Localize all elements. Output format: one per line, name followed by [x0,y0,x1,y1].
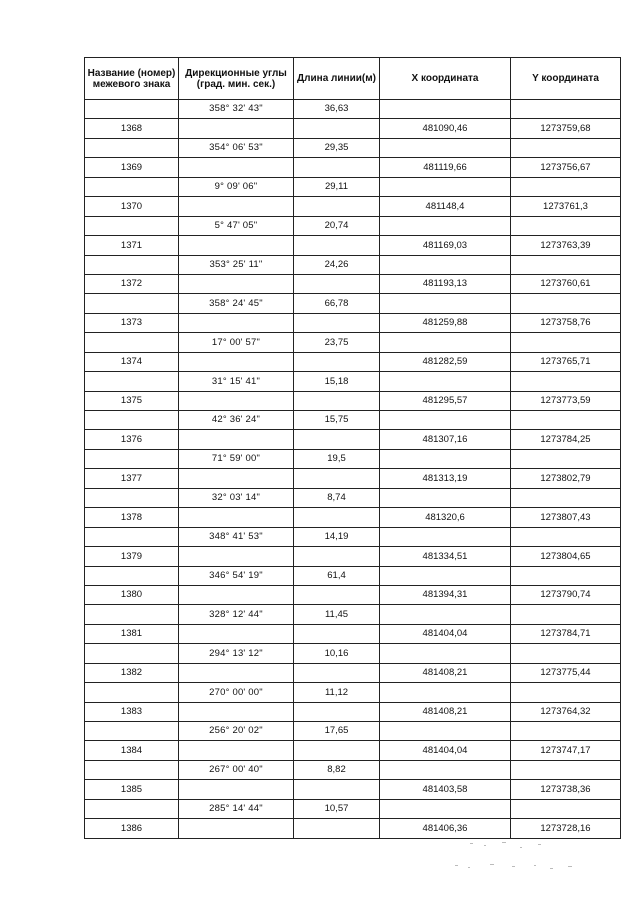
header-name: Название (номер) межевого знака [85,58,179,100]
angle-cell: 348° 41' 53" [179,527,294,546]
length-cell: 17,65 [294,722,380,741]
x-cell: 481313,19 [380,469,511,488]
name-cell: 1368 [85,119,179,138]
length-cell: 19,5 [294,449,380,468]
length-cell [294,780,380,799]
length-cell [294,508,380,527]
y-cell: 1273728,16 [511,819,621,838]
coordinates-table-sheet [84,57,621,839]
name-cell: 1383 [85,702,179,721]
angle-cell [179,547,294,566]
name-cell: 1369 [85,158,179,177]
name-cell [85,488,179,507]
angle-cell: 328° 12' 44" [179,605,294,624]
length-cell: 66,78 [294,294,380,313]
angle-cell: 358° 24' 45" [179,294,294,313]
angle-cell: 71° 59' 00" [179,449,294,468]
x-cell [380,411,511,430]
x-cell [380,488,511,507]
x-cell: 481259,88 [380,313,511,332]
length-cell [294,819,380,838]
point-row [85,741,621,760]
y-cell [511,527,621,546]
angle-cell: 5° 47' 05" [179,216,294,235]
name-cell: 1384 [85,741,179,760]
segment-row [85,177,621,196]
angle-cell: 32° 03' 14" [179,488,294,507]
x-cell [380,100,511,119]
segment-row [85,333,621,352]
name-cell: 1376 [85,430,179,449]
angle-cell [179,430,294,449]
length-cell [294,352,380,371]
name-cell [85,683,179,702]
segment-row [85,411,621,430]
y-cell: 1273802,79 [511,469,621,488]
length-cell: 8,82 [294,760,380,779]
angle-cell [179,197,294,216]
name-cell [85,372,179,391]
length-cell [294,702,380,721]
length-cell [294,741,380,760]
x-cell [380,255,511,274]
point-row [85,391,621,410]
x-cell [380,372,511,391]
angle-cell [179,585,294,604]
y-cell: 1273807,43 [511,508,621,527]
point-row [85,352,621,371]
x-cell: 481295,57 [380,391,511,410]
y-cell [511,255,621,274]
x-cell: 481406,36 [380,819,511,838]
angle-cell: 17° 00' 57" [179,333,294,352]
y-cell [511,216,621,235]
y-cell: 1273759,68 [511,119,621,138]
length-cell [294,663,380,682]
angle-cell: 353° 25' 11" [179,255,294,274]
x-cell [380,177,511,196]
angle-cell: 267° 00' 40" [179,760,294,779]
x-cell [380,722,511,741]
name-cell [85,760,179,779]
y-cell [511,488,621,507]
name-cell: 1386 [85,819,179,838]
name-cell [85,100,179,119]
name-cell: 1382 [85,663,179,682]
y-cell [511,177,621,196]
angle-cell [179,624,294,643]
y-cell: 1273756,67 [511,158,621,177]
name-cell [85,177,179,196]
name-cell [85,527,179,546]
angle-cell: 270° 00' 00" [179,683,294,702]
y-cell: 1273758,76 [511,313,621,332]
length-cell [294,313,380,332]
length-cell [294,469,380,488]
name-cell: 1375 [85,391,179,410]
y-cell: 1273760,61 [511,274,621,293]
angle-cell: 354° 06' 53" [179,138,294,157]
length-cell: 11,45 [294,605,380,624]
name-cell: 1380 [85,585,179,604]
x-cell [380,760,511,779]
angle-cell [179,702,294,721]
y-cell [511,333,621,352]
name-cell: 1374 [85,352,179,371]
x-cell [380,216,511,235]
point-row [85,313,621,332]
length-cell [294,197,380,216]
y-cell [511,799,621,818]
y-cell [511,100,621,119]
length-cell [294,624,380,643]
angle-cell [179,780,294,799]
name-cell [85,644,179,663]
segment-row [85,255,621,274]
length-cell: 10,16 [294,644,380,663]
point-row [85,624,621,643]
y-cell [511,411,621,430]
name-cell: 1378 [85,508,179,527]
name-cell [85,333,179,352]
segment-row [85,488,621,507]
y-cell [511,449,621,468]
boundary-coordinates-table [84,57,621,839]
length-cell [294,119,380,138]
angle-cell [179,352,294,371]
point-row [85,469,621,488]
length-cell [294,547,380,566]
point-row [85,158,621,177]
length-cell [294,585,380,604]
segment-row [85,644,621,663]
length-cell: 29,35 [294,138,380,157]
name-cell [85,722,179,741]
y-cell: 1273747,17 [511,741,621,760]
segment-row [85,605,621,624]
name-cell: 1371 [85,236,179,255]
name-cell [85,138,179,157]
x-cell [380,799,511,818]
x-cell: 481169,03 [380,236,511,255]
x-cell: 481119,66 [380,158,511,177]
name-cell: 1385 [85,780,179,799]
angle-cell: 346° 54' 19" [179,566,294,585]
segment-row [85,683,621,702]
angle-cell [179,391,294,410]
angle-cell: 358° 32' 43" [179,100,294,119]
name-cell: 1379 [85,547,179,566]
length-cell: 14,19 [294,527,380,546]
x-cell: 481282,59 [380,352,511,371]
y-cell [511,644,621,663]
angle-cell: 256° 20' 02" [179,722,294,741]
name-cell [85,566,179,585]
name-cell [85,294,179,313]
y-cell [511,683,621,702]
name-cell: 1377 [85,469,179,488]
y-cell: 1273761,3 [511,197,621,216]
length-cell: 10,57 [294,799,380,818]
y-cell: 1273765,71 [511,352,621,371]
point-row [85,508,621,527]
name-cell: 1370 [85,197,179,216]
segment-row [85,566,621,585]
length-cell [294,430,380,449]
x-cell: 481394,31 [380,585,511,604]
y-cell: 1273773,59 [511,391,621,410]
x-cell [380,644,511,663]
length-cell: 15,75 [294,411,380,430]
y-cell [511,294,621,313]
segment-row [85,100,621,119]
y-cell: 1273775,44 [511,663,621,682]
y-cell: 1273784,71 [511,624,621,643]
table-body [85,100,621,839]
x-cell: 481408,21 [380,663,511,682]
scan-noise-marks [450,835,600,875]
x-cell [380,449,511,468]
angle-cell [179,819,294,838]
y-cell [511,760,621,779]
name-cell [85,605,179,624]
segment-row [85,138,621,157]
length-cell: 29,11 [294,177,380,196]
y-cell [511,722,621,741]
name-cell: 1373 [85,313,179,332]
header-row [85,58,621,100]
y-cell: 1273738,36 [511,780,621,799]
angle-cell: 285° 14' 44" [179,799,294,818]
point-row [85,585,621,604]
point-row [85,274,621,293]
angle-cell [179,663,294,682]
x-cell [380,527,511,546]
y-cell [511,566,621,585]
x-cell: 481320,6 [380,508,511,527]
angle-cell [179,741,294,760]
header-angle: Дирекционные углы (град. мин. сек.) [179,58,294,100]
length-cell [294,236,380,255]
name-cell [85,216,179,235]
length-cell [294,391,380,410]
header-y: Y координата [511,58,621,100]
length-cell: 15,18 [294,372,380,391]
angle-cell: 294° 13' 12" [179,644,294,663]
x-cell [380,566,511,585]
angle-cell [179,469,294,488]
point-row [85,702,621,721]
length-cell: 61,4 [294,566,380,585]
angle-cell: 42° 36' 24" [179,411,294,430]
y-cell: 1273764,32 [511,702,621,721]
header-x: X координата [380,58,511,100]
x-cell [380,683,511,702]
angle-cell: 31° 15' 41" [179,372,294,391]
angle-cell [179,313,294,332]
name-cell [85,449,179,468]
angle-cell [179,274,294,293]
segment-row [85,449,621,468]
x-cell: 481148,4 [380,197,511,216]
angle-cell [179,158,294,177]
length-cell [294,274,380,293]
length-cell: 23,75 [294,333,380,352]
point-row [85,430,621,449]
header-length: Длина линии(м) [294,58,380,100]
y-cell [511,372,621,391]
segment-row [85,760,621,779]
angle-cell: 9° 09' 06" [179,177,294,196]
x-cell [380,605,511,624]
name-cell: 1381 [85,624,179,643]
point-row [85,780,621,799]
length-cell [294,158,380,177]
segment-row [85,527,621,546]
x-cell: 481408,21 [380,702,511,721]
name-cell [85,799,179,818]
segment-row [85,372,621,391]
name-cell [85,255,179,274]
x-cell: 481090,46 [380,119,511,138]
point-row [85,119,621,138]
point-row [85,547,621,566]
y-cell [511,605,621,624]
y-cell: 1273763,39 [511,236,621,255]
x-cell: 481334,51 [380,547,511,566]
x-cell [380,333,511,352]
name-cell [85,411,179,430]
length-cell: 24,26 [294,255,380,274]
point-row [85,663,621,682]
y-cell: 1273790,74 [511,585,621,604]
length-cell: 11,12 [294,683,380,702]
x-cell: 481403,58 [380,780,511,799]
point-row [85,197,621,216]
angle-cell [179,236,294,255]
point-row [85,236,621,255]
length-cell: 36,63 [294,100,380,119]
segment-row [85,294,621,313]
length-cell: 20,74 [294,216,380,235]
y-cell: 1273804,65 [511,547,621,566]
x-cell [380,294,511,313]
segment-row [85,216,621,235]
y-cell [511,138,621,157]
name-cell: 1372 [85,274,179,293]
x-cell: 481307,16 [380,430,511,449]
angle-cell [179,508,294,527]
x-cell: 481404,04 [380,624,511,643]
segment-row [85,799,621,818]
x-cell [380,138,511,157]
segment-row [85,722,621,741]
x-cell: 481193,13 [380,274,511,293]
angle-cell [179,119,294,138]
x-cell: 481404,04 [380,741,511,760]
y-cell: 1273784,25 [511,430,621,449]
length-cell: 8,74 [294,488,380,507]
